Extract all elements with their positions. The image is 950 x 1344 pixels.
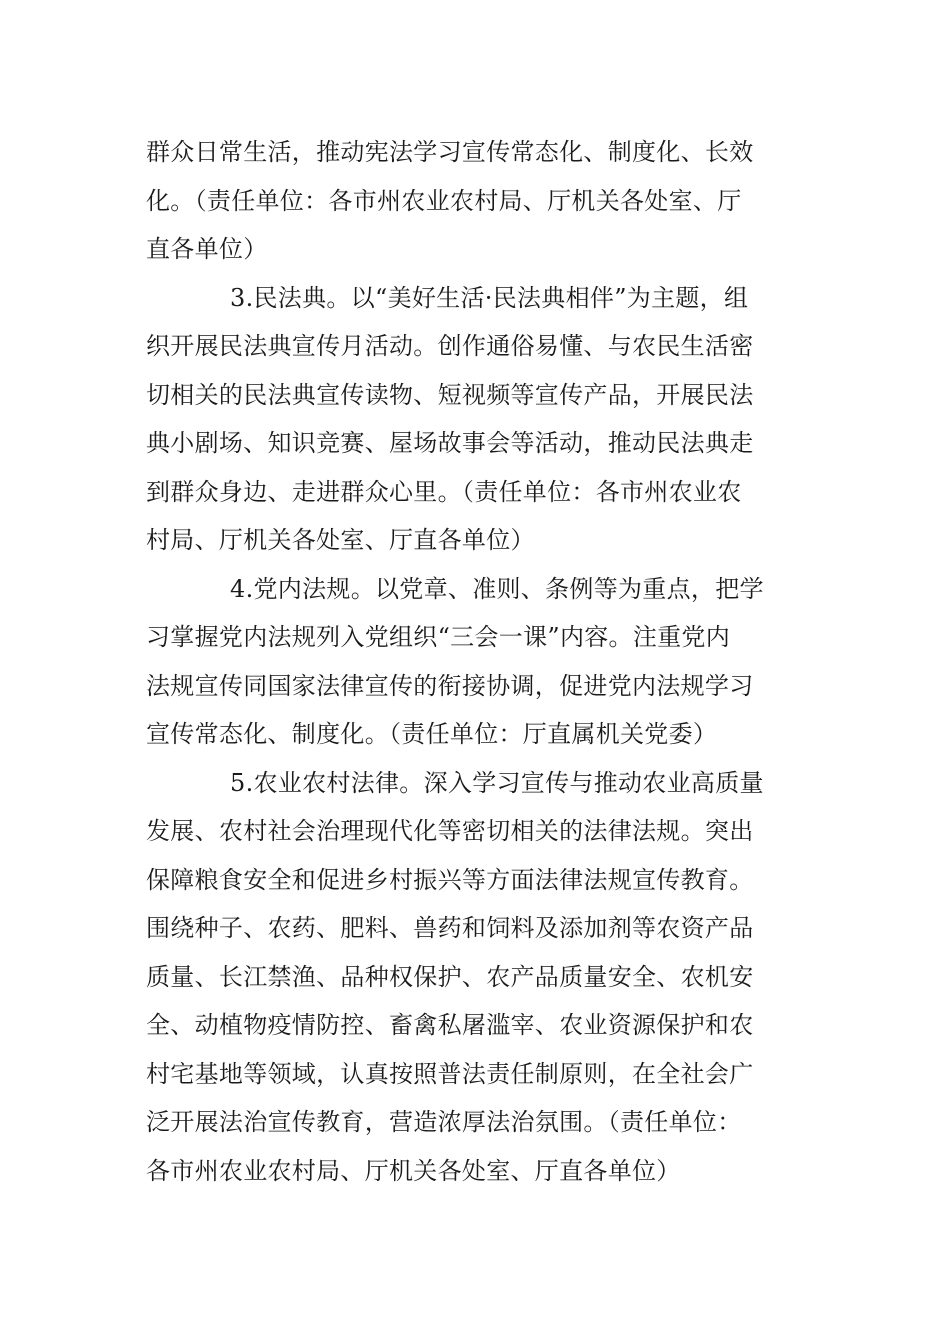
text-line: 发展、农村社会治理现代化等密切相关的法律法规。突出 bbox=[146, 817, 754, 845]
text-line: 群众日常生活，推动宪法学习宣传常态化、制度化、长效 bbox=[146, 138, 754, 166]
section-heading-line: 4.党内法规。以党章、准则、条例等为重点，把学 bbox=[230, 574, 764, 603]
text-line: 习掌握党内法规列入党组织“三会一课”内容。注重党内 bbox=[146, 623, 731, 651]
text-line: 各市州农业农村局、厅机关各处室、厅直各单位） bbox=[146, 1156, 681, 1185]
text-line: 围绕种子、农药、肥料、兽药和饲料及添加剂等农资产品 bbox=[146, 914, 754, 942]
section-heading-line: 3.民法典。以“美好生活·民法典相伴”为主题，组 bbox=[230, 283, 749, 312]
text-line: 到群众身边、走进群众心里。（责任单位：各市州农业农 bbox=[146, 477, 742, 506]
text-line: 村宅基地等领域，认真按照普法责任制原则，在全社会广 bbox=[146, 1059, 754, 1088]
text-line: 织开展民法典宣传月活动。创作通俗易懂、与农民生活密 bbox=[146, 332, 754, 360]
text-line: 典小剧场、知识竞赛、屋场故事会等活动，推动民法典走 bbox=[146, 429, 754, 457]
text-line: 切相关的民法典宣传读物、短视频等宣传产品，开展民法 bbox=[146, 380, 754, 409]
text-line: 泛开展法治宣传教育，营造浓厚法治氛围。（责任单位： bbox=[146, 1108, 742, 1136]
section-heading-line: 5.农业农村法律。深入学习宣传与推动农业高质量 bbox=[230, 768, 764, 797]
text-line: 质量、长江禁渔、品种权保护、农产品质量安全、农机安 bbox=[146, 962, 754, 991]
text-line: 全、动植物疫情防控、畜禽私屠滥宰、农业资源保护和农 bbox=[146, 1011, 754, 1039]
text-line: 化。（责任单位：各市州农业农村局、厅机关各处室、厅 bbox=[146, 186, 742, 215]
document-body bbox=[146, 128, 806, 1195]
text-line: 直各单位） bbox=[146, 235, 268, 263]
text-line: 宣传常态化、制度化。（责任单位：厅直属机关党委） bbox=[146, 720, 718, 748]
text-line: 保障粮食安全和促进乡村振兴等方面法律法规宣传教育。 bbox=[146, 865, 754, 894]
text-line: 法规宣传同国家法律宣传的衔接协调，促进党内法规学习 bbox=[146, 671, 754, 700]
text-line: 村局、厅机关各处室、厅直各单位） bbox=[146, 526, 535, 554]
